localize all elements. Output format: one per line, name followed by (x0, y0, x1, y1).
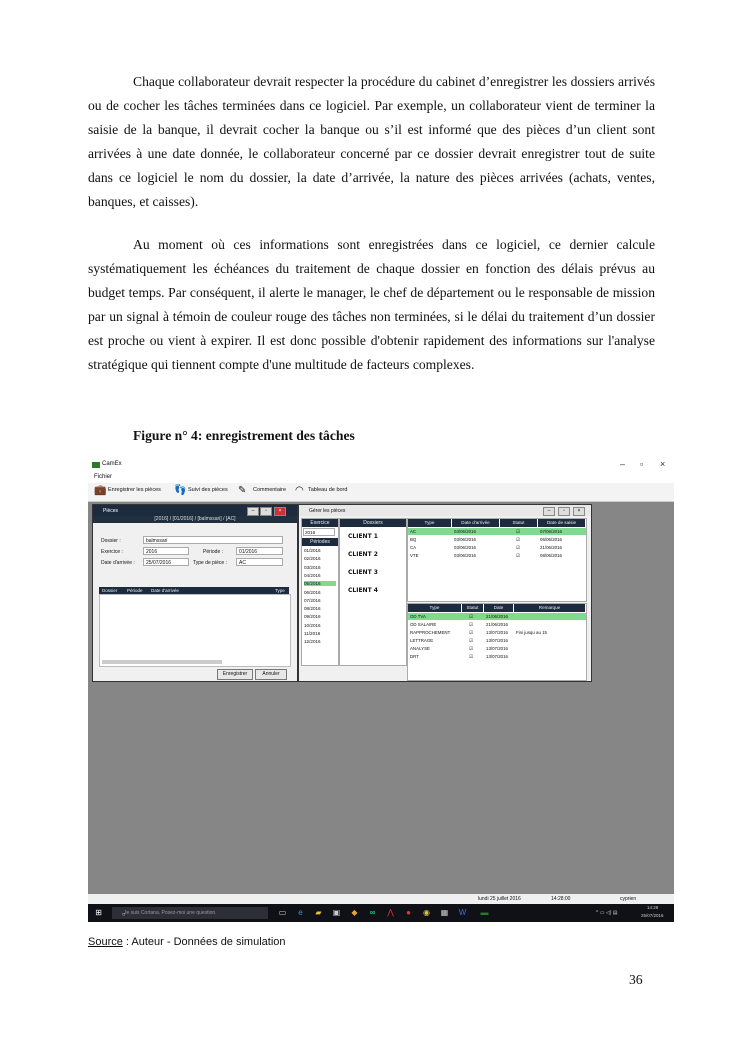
selection-header: [2016] / [01/2016] / [balmssari] / [AC] (93, 516, 297, 523)
app-icon[interactable]: ● (406, 908, 411, 917)
figure-source (88, 936, 286, 948)
horizontal-scrollbar[interactable] (102, 660, 222, 664)
pieces-window-titlebar (93, 505, 297, 516)
software-screenshot (88, 458, 674, 922)
minimize-icon[interactable]: – (620, 459, 626, 469)
search-icon: ○ (121, 912, 126, 918)
folder-icon[interactable]: ▰ (315, 908, 322, 917)
menubar (88, 473, 674, 483)
save-button[interactable]: Enregistrer (217, 669, 253, 680)
dossier-label: Dossier : (101, 538, 121, 544)
client-item[interactable]: CLIENT 2 (348, 551, 378, 558)
pieces-window-title: Pièces (103, 508, 119, 514)
client-item[interactable]: CLIENT 1 (348, 533, 378, 540)
periode-item[interactable]: 01/2016 (304, 548, 321, 553)
periode-label: Période : (203, 549, 224, 555)
type-label: Type de pièce : (193, 560, 227, 566)
client-item[interactable]: CLIENT 3 (348, 569, 378, 576)
chrome-icon[interactable]: ◉ (423, 908, 430, 917)
exercice-periodes-panel (301, 518, 339, 666)
menu-fichier[interactable]: Fichier (94, 474, 113, 480)
task-cell[interactable]: ☑ (469, 622, 473, 627)
calculator-icon[interactable]: ▦ (440, 908, 449, 917)
periode-item[interactable]: 04/2016 (304, 572, 321, 578)
exercice-label: Exercice : (101, 549, 123, 555)
task-cell[interactable]: ☑ (469, 646, 473, 651)
task-cell: OD TVA (410, 614, 426, 619)
page-number: 36 (629, 972, 643, 987)
col-periode: Période (127, 588, 143, 593)
manage-window-titlebar (299, 505, 591, 516)
pieces-cell: 03/06/2016 (454, 529, 476, 534)
clock-time: 14:28 (647, 905, 659, 910)
pieces-cell: 06/06/2016 (540, 537, 562, 542)
cortana-search[interactable]: Je suis Cortana. Posez-moi une question. (112, 907, 268, 919)
pieces-col-header: Date de saisie (538, 519, 585, 527)
periode-item[interactable]: 02/2016 (304, 556, 321, 562)
minimize-icon[interactable]: – (247, 507, 259, 516)
pieces-cell: 03/06/2016 (454, 553, 476, 558)
periode-item[interactable]: 10/2016 (304, 622, 321, 628)
periode-item[interactable]: 03/2016 (304, 564, 321, 570)
tasks-col-header: Date (484, 604, 513, 612)
pieces-cell[interactable]: ☑ (516, 553, 520, 558)
maximize-icon[interactable]: ▫ (558, 507, 570, 516)
task-cell[interactable]: ☑ (469, 630, 473, 635)
task-cell: Fini jusqu au 15 (516, 630, 547, 635)
comment-icon: ✎ (238, 485, 247, 496)
pieces-cell[interactable]: ☑ (516, 529, 520, 534)
source-text: : Auteur - Données de simulation (122, 936, 286, 948)
col-date: Date d'arrivée (151, 588, 179, 593)
pieces-list[interactable] (99, 594, 291, 667)
pieces-window (92, 504, 298, 682)
pieces-cell[interactable]: ☑ (516, 545, 520, 550)
task-cell: 21/06/2016 (486, 614, 508, 619)
task-cell: 13/07/2016 (486, 646, 508, 651)
paragraph-2: Au moment où ces informations sont enregistrées dans ce logiciel, ce dernier calcule systématiquement les échéances du traitement de chaque dossier en fonction des délais prévus au budget temps. Par conséquent, il alerte le manager, le chef de département ou le responsable de mission par un signal à témoin de couleur rouge des tâches non terminées, si le délai du traitement d’un dossier est proche ou vient à expirer. Il est donc possible d'obtenir rapidement des informations sur l'analyse stratégique qui tiennent compte d'une multitude de facteurs complexes. (88, 237, 655, 373)
toolbar-dashboard[interactable]: Tableau de bord (308, 487, 348, 493)
task-cell: ANALYSE (410, 646, 430, 651)
statusbar (88, 894, 674, 904)
type-select[interactable]: AC (236, 558, 283, 566)
task-cell[interactable]: ☑ (469, 654, 473, 659)
exercice-header: Exercice (302, 519, 338, 527)
task-cell: DRT (410, 654, 419, 659)
edge-icon[interactable]: e (298, 908, 303, 917)
pieces-cell: BQ (410, 537, 417, 542)
system-tray-icon[interactable]: ^ ▭ ◁) ▤ (596, 910, 618, 916)
periode-item[interactable]: 08/2016 (304, 606, 321, 612)
minimize-icon[interactable]: – (543, 507, 555, 516)
periode-item[interactable]: 06/2016 (304, 589, 321, 595)
periodes-header: Périodes (302, 538, 338, 546)
dossier-select[interactable]: balmssari (143, 536, 283, 544)
manage-pieces-window (298, 504, 592, 682)
periode-item[interactable]: 12/2016 (304, 639, 321, 645)
pieces-cell: CA (410, 545, 417, 550)
periode-item[interactable]: 05/2016 (304, 581, 336, 586)
tasks-col-header: Type (408, 604, 461, 612)
status-user: cyprien (620, 896, 637, 902)
pieces-col-header: Date d'arrivée (452, 519, 499, 527)
tracking-icon: 👣 (174, 485, 187, 496)
task-cell: 13/07/2016 (486, 638, 508, 643)
pieces-table (407, 518, 587, 602)
exercice-stepper[interactable]: 2016 (143, 547, 189, 555)
cancel-button[interactable]: Annuler (255, 669, 287, 680)
client-item[interactable]: CLIENT 4 (348, 587, 378, 594)
pieces-cell: 03/06/2016 (454, 537, 476, 542)
dossiers-header: Dossiers (340, 519, 406, 527)
pieces-col-header: Statut (500, 519, 537, 527)
source-label: Source (88, 936, 123, 948)
pieces-cell: 03/06/2016 (454, 545, 476, 550)
task-cell: RAPPROCHEMENT (410, 630, 451, 635)
acrobat-icon[interactable]: ⋀ (387, 908, 394, 917)
toolbar-save-pieces[interactable]: Enregistrer les pièces (108, 487, 161, 493)
task-cell: OD SALAIRE (410, 622, 437, 627)
tasks-col-header: Remarque (514, 604, 585, 612)
maximize-icon[interactable]: ▫ (640, 459, 644, 469)
date-picker[interactable]: 25/07/2016 (143, 558, 189, 566)
camex-taskbar-icon[interactable]: ▬ (480, 908, 489, 917)
pieces-cell[interactable]: ☑ (516, 537, 520, 542)
task-view-icon[interactable]: ▭ (278, 908, 287, 917)
close-icon[interactable]: × (660, 459, 666, 469)
pieces-cell: VTE (410, 553, 419, 558)
toolbar-comment[interactable]: Commentaire (253, 487, 287, 493)
col-dossier: Dossier (102, 588, 118, 593)
dossiers-panel (339, 518, 407, 666)
status-time: 14:28:00 (551, 896, 571, 902)
windows-taskbar (88, 904, 674, 922)
task-cell[interactable]: ☑ (469, 638, 473, 643)
maximize-icon[interactable]: ▫ (260, 507, 272, 516)
toolbar (88, 483, 674, 502)
task-cell[interactable]: ☑ (469, 614, 473, 619)
word-icon[interactable]: W (458, 908, 467, 917)
app-logo-icon (92, 462, 100, 468)
app-icon[interactable]: ◆ (351, 908, 358, 917)
toolbar-track-pieces[interactable]: Suivi des pièces (188, 487, 228, 493)
app-name: CamEx (102, 461, 122, 467)
windows-start-icon[interactable]: ⊞ (95, 908, 102, 917)
pieces-cell: 07/06/2016 (540, 529, 562, 534)
pieces-list-header (99, 587, 289, 594)
pieces-cell: AC (410, 529, 417, 534)
task-cell: 13/07/2016 (486, 630, 508, 635)
periode-item[interactable]: 07/2016 (304, 597, 321, 603)
exercice-stepper[interactable]: 2016 (303, 528, 335, 536)
col-type: Type (275, 588, 285, 593)
status-date: lundi 25 juillet 2016 (478, 896, 521, 902)
tasks-col-header: Statut (462, 604, 483, 612)
date-label: Date d'arrivée : (101, 560, 135, 566)
periode-select[interactable]: 01/2016 (236, 547, 283, 555)
periode-item[interactable]: 11/2016 (304, 631, 321, 636)
figure-caption: Figure n° 4: enregistrement des tâches (133, 428, 355, 443)
app-titlebar (88, 458, 674, 473)
dashboard-icon: ◠ (295, 485, 304, 496)
task-cell: 13/07/2016 (486, 654, 508, 659)
pieces-cell: 08/06/2016 (540, 553, 562, 558)
briefcase-icon: 💼 (94, 485, 107, 496)
tasks-table (407, 603, 587, 681)
task-cell: 21/06/2016 (486, 622, 508, 627)
pieces-col-header: Type (408, 519, 451, 527)
task-cell: LETTRAGE (410, 638, 434, 643)
close-icon[interactable]: × (274, 507, 286, 516)
store-icon[interactable]: ▣ (332, 908, 341, 917)
app-icon[interactable]: ∞ (369, 908, 376, 917)
close-icon[interactable]: × (573, 507, 585, 516)
pieces-cell: 21/06/2016 (540, 545, 562, 550)
manage-window-title: Gérer les pièces (309, 508, 346, 514)
clock-date: 25/07/2016 (641, 913, 664, 918)
paragraph-1: Chaque collaborateur devrait respecter la procédure du cabinet d’enregistrer les dossiers arrivés ou de cocher les tâches terminées dans ce logiciel. Par exemple, un collaborateur vient de terminer la saisie de la banque, il devrait cocher la banque ou s’il est informé que des pièces d’un client sont arrivées à une date donnée, le collaborateur concerné par ce dossier devrait enregistrer tout de suite dans ce logiciel le nom du dossier, la date d’arrivée, la nature des pièces arrivées (achats, ventes, banques, et caisses). (88, 74, 655, 210)
periode-item[interactable]: 09/2016 (304, 614, 321, 620)
